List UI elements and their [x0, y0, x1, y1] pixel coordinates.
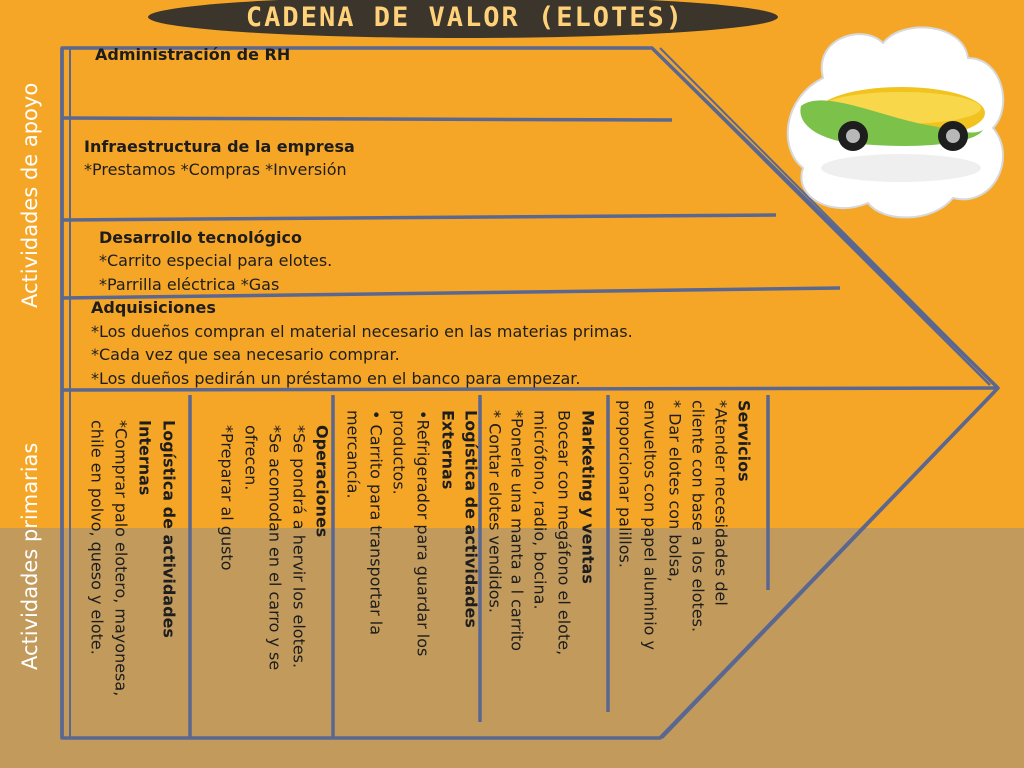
log-int-line1: *Comprar palo elotero, mayonesa,: [111, 420, 131, 697]
tech-line1: *Carrito especial para elotes.: [99, 251, 333, 270]
operaciones-heading: Operaciones: [312, 425, 332, 538]
divider-rh: [62, 118, 672, 120]
operaciones-line3: ofrecen.: [241, 425, 261, 491]
tech-line2: *Parrilla eléctrica *Gas: [99, 275, 280, 294]
log-ext-heading1: Logística de actividades: [461, 410, 481, 628]
log-ext-line3: • Carrito para transportar la: [366, 410, 386, 636]
side-label-primary: Actividades primarias: [18, 442, 42, 670]
log-int-line2: chile en polvo, queso y elote.: [87, 420, 107, 655]
marketing-line3: *Ponerle una manta a l carrito: [507, 410, 527, 652]
infra-heading: Infraestructura de la empresa: [84, 137, 355, 156]
servicios-line1: *Atender necesidades del: [711, 400, 731, 606]
corn-car-icon: [783, 18, 1013, 228]
rh-heading: Administración de RH: [95, 45, 291, 64]
log-ext-line2: productos.: [389, 410, 409, 495]
divider-infra: [62, 215, 776, 220]
infra-line1: *Prestamos *Compras *Inversión: [84, 160, 347, 179]
side-label-support: Actividades de apoyo: [18, 82, 42, 308]
marketing-heading: Marketing y ventas: [578, 410, 598, 584]
page-title: CADENA DE VALOR (ELOTES): [245, 2, 685, 33]
adq-line2: *Cada vez que sea necesario comprar.: [91, 345, 400, 364]
operaciones-line4: *Preparar al gusto: [217, 425, 237, 571]
adq-line3: *Los dueños pedirán un préstamo en el banco para empezar.: [91, 369, 581, 388]
marketing-line4: * Contar elotes vendidos.: [485, 410, 505, 613]
log-int-heading2: Internas: [135, 420, 155, 496]
adq-line1: *Los dueños compran el material necesario en las materias primas.: [91, 322, 633, 341]
servicios-heading: Servicios: [734, 400, 754, 482]
operaciones-line2: *Se acomodan en el carro y se: [265, 425, 285, 671]
marketing-line1: Bocear con megáfono el elote,: [554, 410, 574, 656]
log-ext-line4: mercancía.: [343, 410, 363, 499]
marketing-line2: micrófono, radio, bocina.: [530, 410, 550, 610]
tech-heading: Desarrollo tecnológico: [99, 228, 303, 247]
servicios-line5: proporcionar palillos.: [615, 400, 635, 568]
servicios-line2: cliente con base a los elotes.: [688, 400, 708, 633]
log-ext-line1: •Refrigerador para guardar los: [413, 410, 433, 657]
servicios-line3: * Dar elotes con bolsa,: [665, 400, 685, 582]
servicios-line4: envueltos con papel aluminio y: [640, 400, 660, 651]
operaciones-line1: *Se pondrá a hervir los elotes.: [289, 425, 309, 669]
adq-heading: Adquisiciones: [91, 298, 216, 317]
log-ext-heading2: Externas: [438, 410, 458, 490]
log-int-heading1: Logística de actividades: [159, 420, 179, 638]
